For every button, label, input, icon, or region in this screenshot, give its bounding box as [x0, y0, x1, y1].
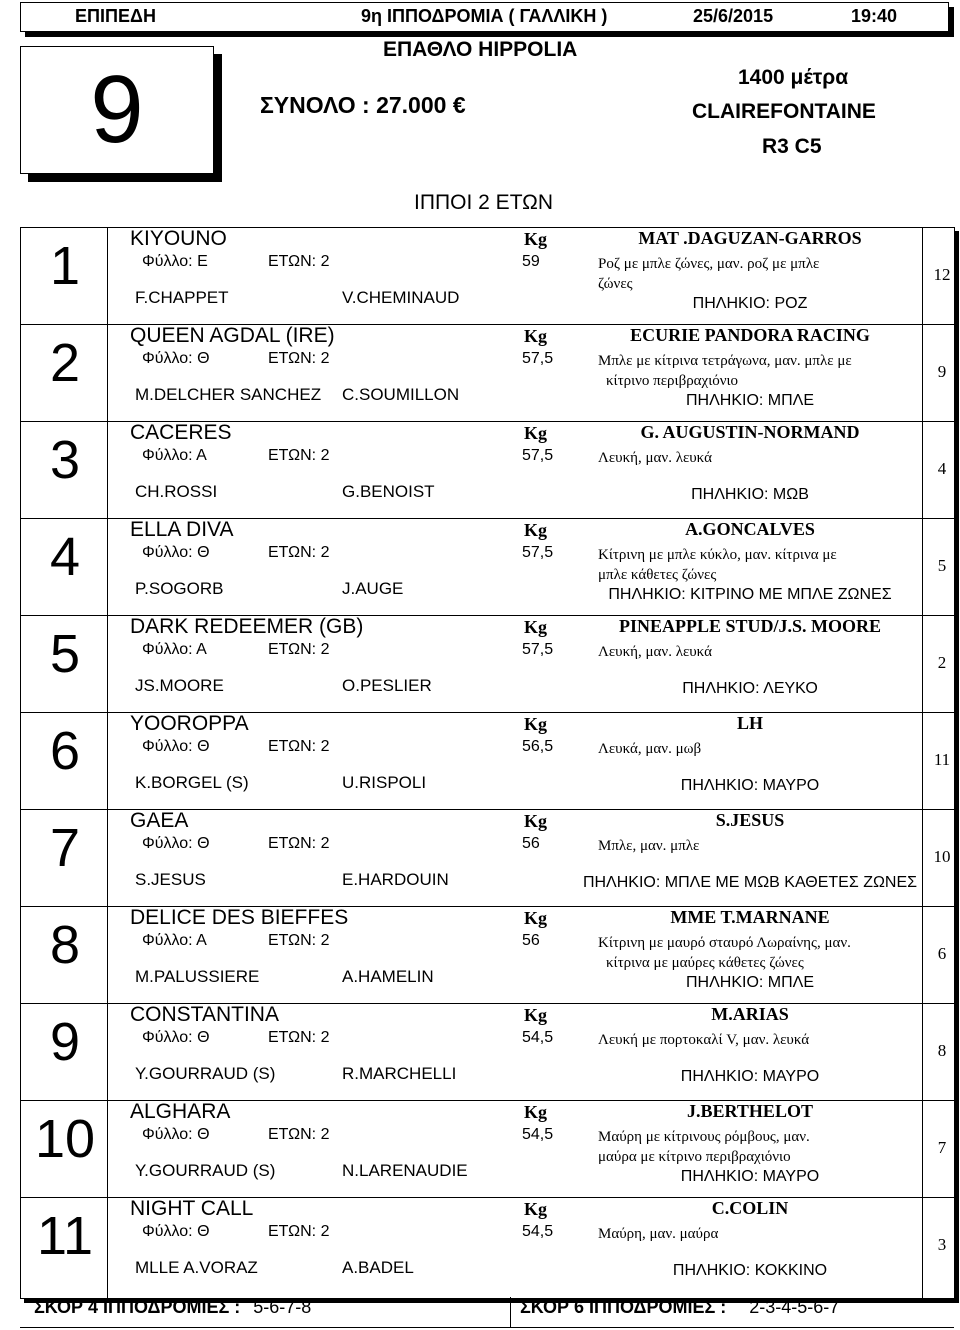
age: ΕΤΩΝ: 2	[268, 932, 330, 949]
runner-number: 8	[49, 915, 81, 975]
race-number-box	[20, 46, 214, 174]
weight: 57,5	[522, 447, 554, 464]
row-divider	[20, 615, 954, 616]
helmet: ΠΗΛΗΚΙΟ: ΜΑΥΡΟ	[680, 777, 820, 794]
sex: Φύλλο: Α	[142, 932, 207, 949]
weight-unit: Kg	[524, 229, 548, 249]
helmet: ΠΗΛΗΚΙΟ: ΜΠΛΕ ΜΕ ΜΩΒ ΚΑΘΕΤΕΣ ΖΩΝΕΣ	[582, 874, 918, 891]
horse-name: QUEEN AGDAL (IRE)	[130, 324, 335, 347]
sex: Φύλλο: Ε	[142, 253, 208, 270]
weight-unit: Kg	[524, 714, 548, 734]
age: ΕΤΩΝ: 2	[268, 447, 330, 464]
helmet: ΠΗΛΗΚΙΟ: ΡΟΖ	[692, 295, 808, 312]
age: ΕΤΩΝ: 2	[268, 738, 330, 755]
trainer: K.BORGEL (S)	[135, 773, 249, 792]
sex: Φύλλο: Α	[142, 641, 207, 658]
weight: 54,5	[522, 1223, 554, 1240]
sex: Φύλλο: Θ	[142, 1029, 210, 1046]
draw-number: 5	[937, 556, 947, 575]
colors-line-2: μπλε κάθετες ζώνες	[598, 567, 717, 583]
weight-unit: Kg	[524, 326, 548, 346]
trainer: M.DELCHER SANCHEZ	[135, 385, 322, 404]
sex: Φύλλο: Α	[142, 447, 207, 464]
helmet: ΠΗΛΗΚΙΟ: ΚΙΤΡΙΝΟ ΜΕ ΜΠΛΕ ΖΩΝΕΣ	[608, 586, 892, 603]
runner-number: 6	[49, 721, 81, 781]
weight-unit: Kg	[524, 520, 548, 540]
race-title: 9η ΙΠΠΟΔΡΟΜΙΑ ( ΓΑΛΛΙΚΗ )	[361, 6, 608, 26]
colors-line-1: Μαύρη με κίτρινους ρόμβους, μαν.	[598, 1129, 810, 1145]
age: ΕΤΩΝ: 2	[268, 1223, 330, 1240]
owner: J.BERTHELOT	[687, 1101, 813, 1121]
sex: Φύλλο: Θ	[142, 544, 210, 561]
horse-name: GAEA	[130, 809, 189, 832]
owner: MME T.MARNANE	[670, 907, 830, 927]
race-category: ΙΠΠΟΙ 2 ΕΤΩΝ	[414, 191, 554, 214]
age: ΕΤΩΝ: 2	[268, 253, 330, 270]
owner: PINEAPPLE STUD/J.S. MOORE	[618, 616, 882, 636]
jockey: J.AUGE	[342, 579, 404, 598]
helmet: ΠΗΛΗΚΙΟ: ΜΑΥΡΟ	[680, 1068, 820, 1085]
colors-line-1: Λευκή με πορτοκαλί V, μαν. λευκά	[598, 1032, 810, 1048]
horse-name: DELICE DES BIEFFES	[130, 906, 349, 929]
footer-bottom-line	[20, 1327, 954, 1328]
owner: LH	[736, 713, 763, 733]
weight: 54,5	[522, 1029, 554, 1046]
track-type: ΕΠΙΠΕΔΗ	[75, 6, 156, 26]
sex: Φύλλο: Θ	[142, 835, 210, 852]
horse-name: YOOROPPA	[130, 712, 249, 735]
jockey: A.BADEL	[342, 1258, 414, 1277]
weight-unit: Kg	[524, 1102, 548, 1122]
age: ΕΤΩΝ: 2	[268, 350, 330, 367]
age: ΕΤΩΝ: 2	[268, 641, 330, 658]
trainer: S.JESUS	[135, 870, 206, 889]
colors-line-1: Λευκή, μαν. λευκά	[598, 644, 712, 660]
runner-number: 3	[49, 430, 81, 490]
sex: Φύλλο: Θ	[142, 1223, 210, 1240]
horse-name: NIGHT CALL	[130, 1197, 254, 1220]
jockey: U.RISPOLI	[342, 773, 427, 792]
weight-unit: Kg	[524, 423, 548, 443]
weight-unit: Kg	[524, 1005, 548, 1025]
owner: G. AUGUSTIN-NORMAND	[640, 422, 860, 442]
row-divider	[20, 712, 954, 713]
owner: C.COLIN	[711, 1198, 789, 1218]
row-divider	[20, 518, 954, 519]
runner-number: 5	[49, 624, 81, 684]
horse-name: KIYOUNO	[130, 227, 227, 250]
weight-unit: Kg	[524, 811, 548, 831]
age: ΕΤΩΝ: 2	[268, 835, 330, 852]
colors-line-2: κίτρινα με μαύρες κάθετες ζώνες	[606, 955, 804, 971]
row-divider	[20, 906, 954, 907]
colors-line-1: Μπλε με κίτρινα τετράγωνα, μαν. μπλε με	[598, 353, 852, 369]
runner-number: 4	[49, 527, 81, 587]
colors-line-1: Κίτρινη με μαυρό σταυρό Λωραίνης, μαν.	[598, 935, 851, 951]
venue: CLAIREFONTAINE	[692, 100, 876, 123]
jockey: N.LARENAUDIE	[342, 1161, 468, 1180]
horse-name: ELLA DIVA	[130, 518, 234, 541]
weight: 56	[522, 835, 540, 852]
weight: 56	[522, 932, 540, 949]
helmet: ΠΗΛΗΚΙΟ: ΛΕΥΚΟ	[682, 680, 818, 697]
colors-line-1: Ροζ με μπλε ζώνες, μαν. ροζ με μπλε	[598, 256, 820, 272]
jockey: V.CHEMINAUD	[342, 288, 460, 307]
helmet: ΠΗΛΗΚΙΟ: ΜΠΛΕ	[685, 392, 815, 409]
jockey: E.HARDOUIN	[342, 870, 449, 889]
row-divider	[20, 1100, 954, 1101]
weight: 56,5	[522, 738, 554, 755]
score4	[34, 1297, 311, 1318]
colors-line-1: Λευκά, μαν. μωβ	[598, 741, 702, 757]
runner-number: 11	[36, 1206, 94, 1266]
draw-number: 11	[933, 750, 951, 769]
row-divider	[20, 324, 954, 325]
owner: A.GONCALVES	[685, 519, 815, 539]
draw-number: 2	[937, 653, 947, 672]
race-code: R3 C5	[762, 135, 822, 158]
trainer: JS.MOORE	[135, 676, 224, 695]
helmet: ΠΗΛΗΚΙΟ: ΜΑΥΡΟ	[680, 1168, 820, 1185]
colors-line-1: Λευκή, μαν. λευκά	[598, 450, 712, 466]
trainer: F.CHAPPET	[135, 288, 229, 307]
runner-number: 1	[49, 236, 81, 296]
helmet: ΠΗΛΗΚΙΟ: ΚΟΚΚΙΝΟ	[672, 1262, 828, 1279]
score6-label: ΣΚΟΡ 6 ΙΠΠΟΔΡΟΜΙΕΣ :	[520, 1297, 727, 1317]
draw-number: 10	[933, 847, 951, 866]
colors-line-1: Μπλε, μαν. μπλε	[598, 838, 700, 854]
race-info-bar	[20, 2, 949, 32]
race-number: 9	[90, 56, 144, 163]
weight-unit: Kg	[524, 1199, 548, 1219]
age: ΕΤΩΝ: 2	[268, 544, 330, 561]
horse-name: DARK REDEEMER (GB)	[130, 615, 364, 638]
trainer: M.PALUSSIERE	[135, 967, 260, 986]
age: ΕΤΩΝ: 2	[268, 1029, 330, 1046]
trainer: P.SOGORB	[135, 579, 224, 598]
race-time: 19:40	[851, 6, 898, 26]
runner-number: 10	[34, 1109, 96, 1169]
jockey: C.SOUMILLON	[342, 385, 460, 404]
trainer: Y.GOURRAUD (S)	[135, 1064, 276, 1083]
colors-line-2: κίτρινο περιβραχιόνιο	[606, 373, 739, 389]
weight: 57,5	[522, 641, 554, 658]
row-divider	[20, 1197, 954, 1198]
weight-unit: Kg	[524, 908, 548, 928]
owner: S.JESUS	[715, 810, 785, 830]
prize-total: ΣΥΝΟΛΟ : 27.000 €	[260, 92, 466, 118]
trainer: CH.ROSSI	[135, 482, 218, 501]
weight-unit: Kg	[524, 617, 548, 637]
helmet: ΠΗΛΗΚΙΟ: ΜΠΛΕ	[685, 974, 815, 991]
prize-name: ΕΠΑΘΛΟ HIPPOLIA	[383, 38, 578, 61]
horse-name: CACERES	[130, 421, 232, 444]
jockey: O.PESLIER	[342, 676, 432, 695]
trainer: MLLE A.VORAZ	[135, 1258, 258, 1277]
sex: Φύλλο: Θ	[142, 350, 210, 367]
owner: MAT .DAGUZAN-GARROS	[638, 228, 862, 248]
draw-number: 7	[937, 1138, 947, 1157]
draw-number: 4	[937, 459, 947, 478]
distance: 1400 μέτρα	[738, 66, 849, 89]
colors-line-2: ζώνες	[598, 276, 633, 292]
trainer: Y.GOURRAUD (S)	[135, 1161, 276, 1180]
horse-name: ALGHARA	[130, 1100, 231, 1123]
colors-line-1: Κίτρινη με μπλε κύκλο, μαν. κίτρινα με	[598, 547, 837, 563]
weight: 54,5	[522, 1126, 554, 1143]
jockey: A.HAMELIN	[342, 967, 434, 986]
owner: ECURIE PANDORA RACING	[630, 325, 870, 345]
sex: Φύλλο: Θ	[142, 1126, 210, 1143]
owner: M.ARIAS	[711, 1004, 789, 1024]
race-date: 25/6/2015	[693, 6, 774, 26]
row-divider	[20, 1003, 954, 1004]
weight: 57,5	[522, 350, 554, 367]
helmet: ΠΗΛΗΚΙΟ: ΜΩΒ	[691, 486, 809, 503]
footer-divider	[510, 1297, 511, 1327]
row-divider	[20, 809, 954, 810]
draw-number: 8	[937, 1041, 947, 1060]
draw-number: 6	[937, 944, 947, 963]
sex: Φύλλο: Θ	[142, 738, 210, 755]
runner-number: 9	[49, 1012, 81, 1072]
runner-number: 2	[49, 333, 81, 393]
score4-value: 5-6-7-8	[253, 1297, 312, 1317]
draw-number: 3	[937, 1235, 947, 1254]
weight: 59	[522, 253, 540, 270]
horse-name: CONSTANTINA	[130, 1003, 279, 1026]
colors-line-2: μαύρα με κίτρινο περιβραχιόνιο	[598, 1149, 791, 1165]
row-divider	[20, 421, 954, 422]
score6	[520, 1297, 839, 1318]
runner-number: 7	[49, 818, 81, 878]
draw-number: 12	[933, 265, 951, 284]
colors-line-1: Μαύρη, μαν. μαύρα	[598, 1226, 719, 1242]
score6-value: 2-3-4-5-6-7	[749, 1297, 840, 1317]
age: ΕΤΩΝ: 2	[268, 1126, 330, 1143]
weight: 57,5	[522, 544, 554, 561]
score4-label: ΣΚΟΡ 4 ΙΠΠΟΔΡΟΜΙΕΣ :	[34, 1297, 241, 1317]
jockey: R.MARCHELLI	[342, 1064, 457, 1083]
draw-number: 9	[937, 362, 947, 381]
jockey: G.BENOIST	[342, 482, 435, 501]
